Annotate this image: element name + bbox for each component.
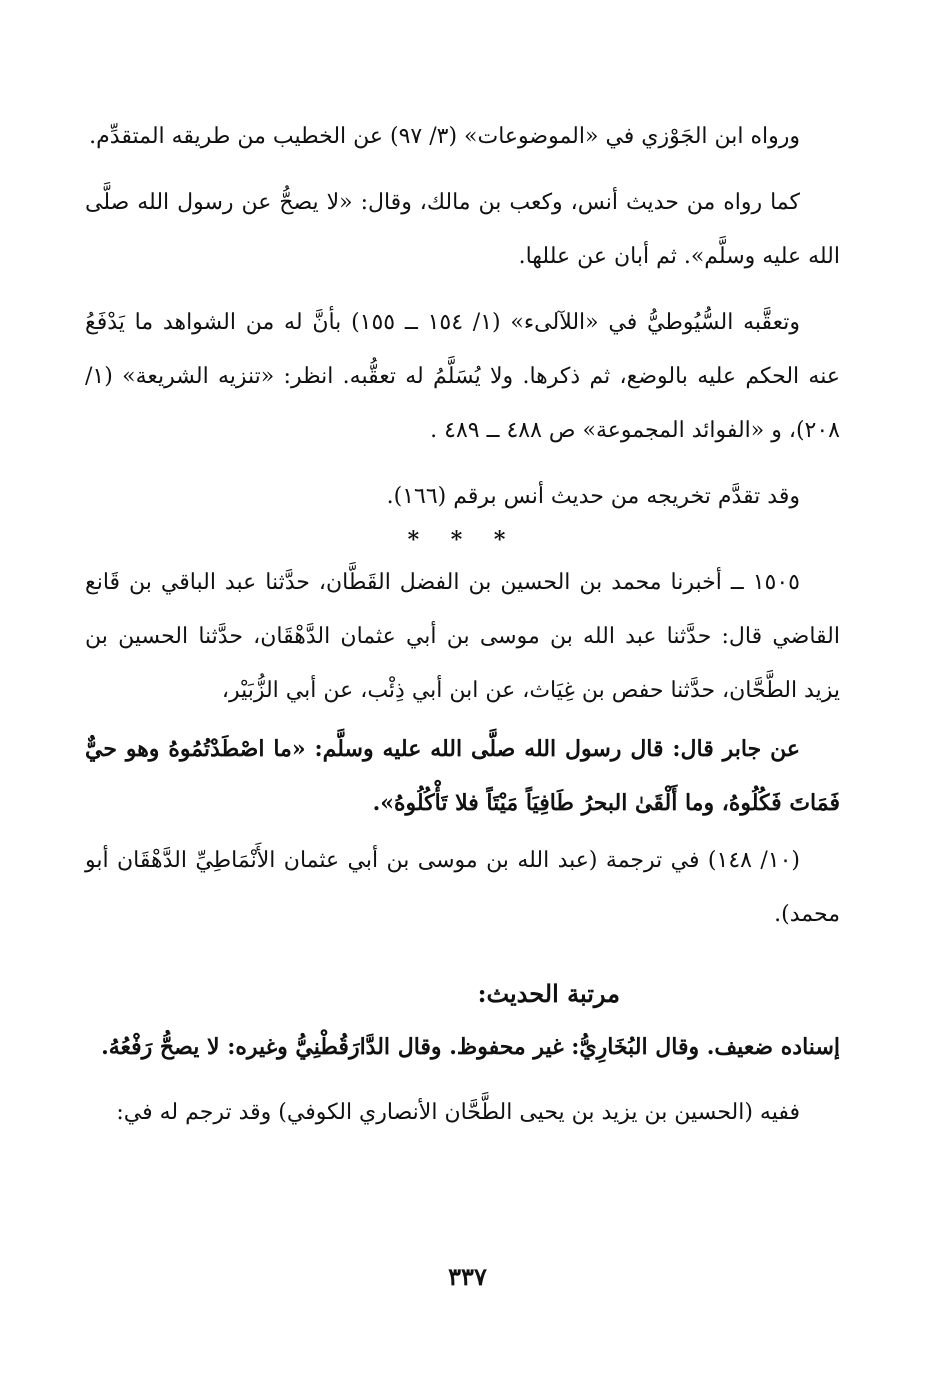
section-separator: * * *: [407, 527, 518, 553]
grading-text: إسناده ضعيف. وقال البُخَارِيُّ: غير محفوظ. وقال الدَّارَقُطْنِيُّ وغيره: لا يصحُّ رَفْعُهُ.: [101, 1034, 840, 1060]
paragraph-anas-kaab: كما رواه من حديث أنس، وكعب بن مالك، وقال: «لا يصحُّ عن رسول الله صلَّى الله عليه وسلَّم». ثم أبان عن عللها.: [85, 190, 840, 269]
hadith-source: (١٠/ ١٤٨) في ترجمة (عبد الله بن موسى بن أبي عثمان الأَنْمَاطِيِّ الدَّهْقَان أبو محمد).: [85, 848, 840, 927]
grading-heading: مرتبة الحديث:: [477, 979, 620, 1008]
paragraph-ibn-al-jawzi: ورواه ابن الجَوْزي في «الموضوعات» (٣/ ٩٧) عن الخطيب من طريقه المتقدِّم.: [89, 124, 800, 149]
hadith-isnad: ١٥٠٥ ــ أخبرنا محمد بن الحسين بن الفضل القَطَّان، حدَّثنا عبد الباقي بن قَانع القاضي قال: حدَّثنا عبد الله بن موسى بن أبي عثمان الدَّهْقَان، حدَّثنا الحسين بن يزيد الطَّحَّان، حدَّثنا حفص بن غِيَاث، عن ابن أبي ذِئْب، عن أبي الزُّبَيْر،: [85, 570, 840, 703]
hadith-matn: عن جابر قال: قال رسول الله صلَّى الله عليه وسلَّم: «ما اصْطَدْتُمُوهُ وهو حيٌّ فَمَاتَ فَكُلُوهُ، وما أَلْقَىٰ البحرُ طَافِيَاً مَيْتَاً فلا تَأْكُلُوهُ».: [85, 736, 840, 816]
document-page: [85, 110, 840, 1373]
page-number: ٣٣٧: [448, 1262, 487, 1291]
paragraph-suyuti: وتعقَّبه السُّيُوطيُّ في «اللآلىء» (١/ ١٥٤ ــ ١٥٥) بأنَّ له من الشواهد ما يَدْفَعُ عنه الحكم عليه بالوضع، ثم ذكرها. ولا يُسَلَّمُ له تعقُّبه. انظر: «تنزيه الشريعة» (١/ ٢٠٨)، و «الفوائد المجموعة» ص ٤٨٨ ــ ٤٨٩ .: [85, 310, 840, 443]
paragraph-cross-reference: وقد تقدَّم تخريجه من حديث أنس برقم (١٦٦).: [386, 484, 800, 509]
narrator-note: ففيه (الحسين بن يزيد بن يحيى الطَّحَّان الأنصاري الكوفي) وقد ترجم له في:: [116, 1100, 800, 1125]
